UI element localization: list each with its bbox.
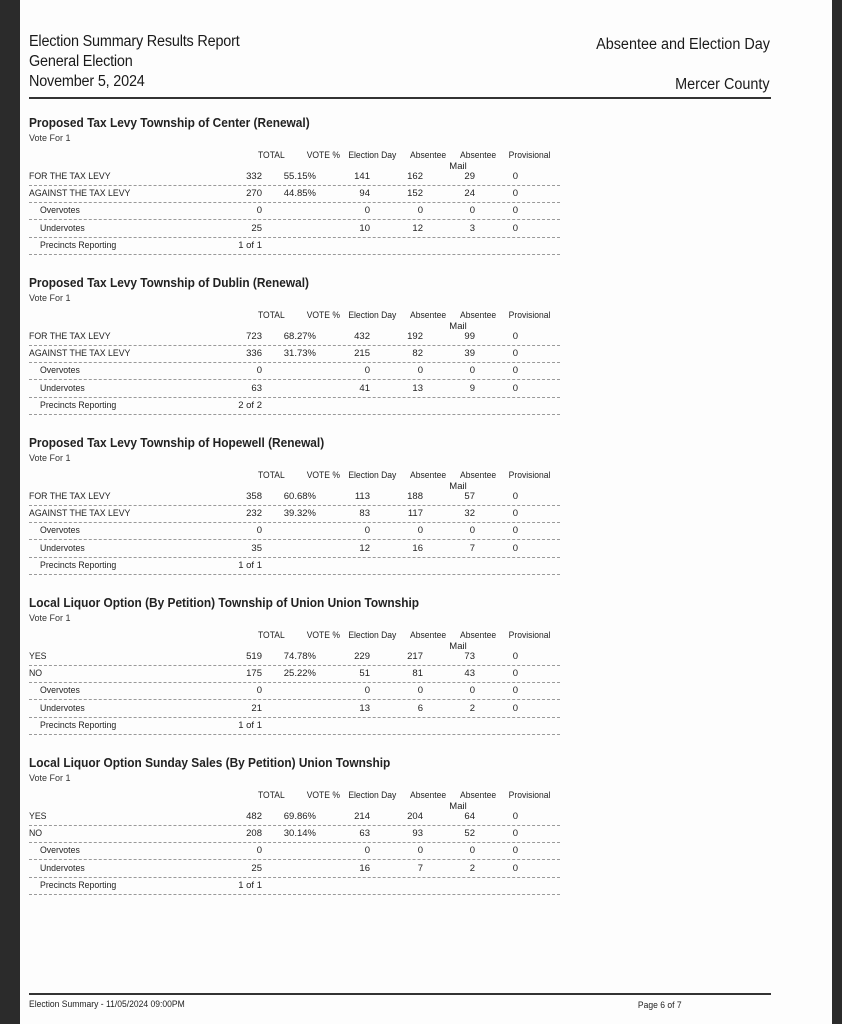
result-row [20, 363, 560, 380]
election-name: General Election [29, 53, 133, 70]
column-header-prov: Provisional [508, 470, 550, 481]
cell-pct: 30.14% [283, 828, 316, 839]
result-row [20, 666, 560, 683]
cell-prov: 0 [512, 491, 518, 502]
cell-absentee: 0 [417, 365, 423, 376]
cell-prov: 0 [512, 171, 518, 182]
cell-eday: 94 [359, 188, 370, 199]
result-row [20, 809, 560, 826]
column-header-mail-suffix: Mail [449, 801, 467, 812]
cell-absentee: 7 [417, 863, 423, 874]
cell-prov: 0 [512, 188, 518, 199]
result-row [20, 558, 560, 575]
cell-mail: 64 [464, 811, 475, 822]
cell-eday: 141 [354, 171, 370, 182]
cell-absentee: 117 [407, 508, 423, 519]
cell-mail: 39 [464, 348, 475, 359]
contest-title: Local Liquor Option Sunday Sales (By Petition) Union Township [29, 756, 391, 770]
election-date: November 5, 2024 [29, 73, 145, 90]
cell-prov: 0 [512, 863, 518, 874]
cell-eday: 0 [364, 365, 370, 376]
column-header-eday: Election Day [347, 310, 396, 321]
cell-mail: 0 [469, 685, 475, 696]
row-label: YES [29, 651, 47, 662]
row-label: Undervotes [40, 223, 85, 234]
cell-total: 232 [246, 508, 262, 519]
cell-prov: 0 [512, 685, 518, 696]
report-page [20, 0, 832, 1024]
page-number: Page 6 of 7 [638, 1000, 682, 1011]
cell-eday: 0 [364, 205, 370, 216]
column-header-total: TOTAL [258, 470, 285, 481]
cell-pct: 69.86% [283, 811, 316, 822]
cell-absentee: 0 [417, 525, 423, 536]
column-header-absentee: Absentee [409, 790, 446, 801]
column-header-total: TOTAL [258, 790, 285, 801]
cell-eday: 432 [354, 331, 370, 342]
column-header-mail-suffix: Mail [449, 481, 467, 492]
result-row [20, 701, 560, 718]
cell-absentee: 204 [407, 811, 423, 822]
cell-prov: 0 [512, 525, 518, 536]
row-divider [29, 734, 560, 735]
column-header-mail: Absentee [459, 790, 496, 801]
cell-total: 1 of 1 [238, 560, 262, 571]
row-divider [29, 414, 560, 415]
column-header-mail: Absentee [459, 150, 496, 161]
cell-pct: 31.73% [283, 348, 316, 359]
cell-eday: 0 [364, 685, 370, 696]
report-title: Election Summary Results Report [29, 33, 240, 50]
row-label: NO [29, 668, 43, 679]
cell-prov: 0 [512, 811, 518, 822]
cell-total: 25 [251, 223, 262, 234]
contest-title: Proposed Tax Levy Township of Hopewell (Renewal) [29, 436, 325, 450]
cell-mail: 52 [464, 828, 475, 839]
row-label: Overvotes [40, 685, 80, 696]
column-header-absentee: Absentee [409, 630, 446, 641]
footer-report-info: Election Summary - 11/05/2024 09:00PM [29, 999, 185, 1010]
row-divider [29, 699, 560, 700]
cell-prov: 0 [512, 348, 518, 359]
cell-eday: 13 [359, 703, 370, 714]
header-divider [29, 97, 771, 99]
cell-eday: 214 [354, 811, 370, 822]
cell-mail: 57 [464, 491, 475, 502]
column-header-mail: Absentee [459, 310, 496, 321]
row-label: Overvotes [40, 365, 80, 376]
contest-vote-for: Vote For 1 [29, 613, 71, 623]
cell-total: 0 [256, 205, 262, 216]
result-row [20, 826, 560, 843]
column-header-prov: Provisional [508, 630, 550, 641]
cell-prov: 0 [512, 668, 518, 679]
cell-pct: 25.22% [283, 668, 316, 679]
cell-eday: 0 [364, 845, 370, 856]
cell-total: 1 of 1 [238, 880, 262, 891]
row-label: FOR THE TAX LEVY [29, 331, 111, 342]
cell-absentee: 162 [407, 171, 423, 182]
row-label: AGAINST THE TAX LEVY [29, 348, 131, 359]
row-label: AGAINST THE TAX LEVY [29, 188, 131, 199]
cell-mail: 24 [464, 188, 475, 199]
result-row [20, 329, 560, 346]
cell-eday: 0 [364, 525, 370, 536]
cell-prov: 0 [512, 331, 518, 342]
report-header [29, 32, 255, 92]
cell-total: 25 [251, 863, 262, 874]
cell-prov: 0 [512, 223, 518, 234]
cell-prov: 0 [512, 845, 518, 856]
column-header-pct: VOTE % [306, 150, 340, 161]
column-header-prov: Provisional [508, 310, 550, 321]
cell-total: 519 [246, 651, 262, 662]
column-header-absentee: Absentee [409, 470, 446, 481]
row-label: Overvotes [40, 525, 80, 536]
column-header-eday: Election Day [347, 470, 396, 481]
cell-total: 358 [246, 491, 262, 502]
cell-total: 723 [246, 331, 262, 342]
row-divider [29, 219, 560, 220]
cell-eday: 16 [359, 863, 370, 874]
cell-prov: 0 [512, 365, 518, 376]
column-header-total: TOTAL [258, 150, 285, 161]
cell-total: 0 [256, 365, 262, 376]
result-row [20, 878, 560, 895]
contest-vote-for: Vote For 1 [29, 293, 71, 303]
cell-absentee: 13 [412, 383, 423, 394]
cell-mail: 43 [464, 668, 475, 679]
cell-mail: 2 [469, 703, 475, 714]
cell-mail: 9 [469, 383, 475, 394]
cell-mail: 3 [469, 223, 475, 234]
contest-title: Local Liquor Option (By Petition) Township of Union Union Township [29, 596, 420, 610]
cell-pct: 60.68% [283, 491, 316, 502]
column-header-mail-suffix: Mail [449, 161, 467, 172]
cell-eday: 63 [359, 828, 370, 839]
cell-total: 21 [251, 703, 262, 714]
result-row [20, 861, 560, 878]
cell-prov: 0 [512, 828, 518, 839]
column-header-pct: VOTE % [306, 790, 340, 801]
column-header-mail: Absentee [459, 630, 496, 641]
column-header-prov: Provisional [508, 790, 550, 801]
county-name: Mercer County [675, 76, 770, 93]
result-row [20, 506, 560, 523]
column-header-absentee: Absentee [409, 150, 446, 161]
cell-total: 0 [256, 525, 262, 536]
cell-mail: 99 [464, 331, 475, 342]
cell-absentee: 81 [412, 668, 423, 679]
cell-pct: 55.15% [283, 171, 316, 182]
cell-total: 2 of 2 [238, 400, 262, 411]
row-label: AGAINST THE TAX LEVY [29, 508, 131, 519]
cell-absentee: 192 [407, 331, 423, 342]
contest-title: Proposed Tax Levy Township of Dublin (Renewal) [29, 276, 309, 290]
cell-absentee: 93 [412, 828, 423, 839]
cell-total: 208 [246, 828, 262, 839]
column-header-eday: Election Day [347, 150, 396, 161]
column-header-absentee: Absentee [409, 310, 446, 321]
cell-absentee: 217 [407, 651, 423, 662]
cell-total: 0 [256, 845, 262, 856]
cell-absentee: 188 [407, 491, 423, 502]
row-label: Undervotes [40, 703, 85, 714]
cell-prov: 0 [512, 543, 518, 554]
cell-absentee: 0 [417, 845, 423, 856]
result-row [20, 238, 560, 255]
cell-eday: 12 [359, 543, 370, 554]
cell-absentee: 0 [417, 205, 423, 216]
cell-total: 270 [246, 188, 262, 199]
row-label: Overvotes [40, 205, 80, 216]
result-row [20, 346, 560, 363]
row-label: FOR THE TAX LEVY [29, 171, 111, 182]
column-header-total: TOTAL [258, 310, 285, 321]
column-header-prov: Provisional [508, 150, 550, 161]
cell-mail: 32 [464, 508, 475, 519]
contest-vote-for: Vote For 1 [29, 453, 71, 463]
cell-total: 1 of 1 [238, 240, 262, 251]
column-header-mail-suffix: Mail [449, 641, 467, 652]
cell-prov: 0 [512, 383, 518, 394]
cell-total: 482 [246, 811, 262, 822]
cell-mail: 7 [469, 543, 475, 554]
cell-prov: 0 [512, 703, 518, 714]
cell-pct: 39.32% [283, 508, 316, 519]
cell-pct: 68.27% [283, 331, 316, 342]
contest-vote-for: Vote For 1 [29, 773, 71, 783]
cell-eday: 10 [359, 223, 370, 234]
row-divider [29, 254, 560, 255]
cell-total: 35 [251, 543, 262, 554]
cell-absentee: 16 [412, 543, 423, 554]
cell-mail: 29 [464, 171, 475, 182]
cell-pct: 74.78% [283, 651, 316, 662]
cell-total: 175 [246, 668, 262, 679]
result-row [20, 398, 560, 415]
cell-mail: 0 [469, 525, 475, 536]
column-header-pct: VOTE % [306, 470, 340, 481]
row-label: Undervotes [40, 543, 85, 554]
row-divider [29, 574, 560, 575]
result-row [20, 541, 560, 558]
cell-total: 0 [256, 685, 262, 696]
cell-absentee: 0 [417, 685, 423, 696]
column-header-eday: Election Day [347, 790, 396, 801]
cell-prov: 0 [512, 205, 518, 216]
cell-eday: 51 [359, 668, 370, 679]
cell-total: 332 [246, 171, 262, 182]
cell-prov: 0 [512, 508, 518, 519]
column-header-pct: VOTE % [306, 310, 340, 321]
cell-eday: 229 [354, 651, 370, 662]
row-divider [29, 379, 560, 380]
row-label: Overvotes [40, 845, 80, 856]
cell-mail: 73 [464, 651, 475, 662]
cell-mail: 0 [469, 205, 475, 216]
row-label: Undervotes [40, 383, 85, 394]
row-label: Undervotes [40, 863, 85, 874]
row-label: FOR THE TAX LEVY [29, 491, 111, 502]
column-header-total: TOTAL [258, 630, 285, 641]
cell-prov: 0 [512, 651, 518, 662]
result-row [20, 381, 560, 398]
row-divider [29, 859, 560, 860]
cell-mail: 2 [469, 863, 475, 874]
cell-eday: 113 [354, 491, 370, 502]
cell-eday: 83 [359, 508, 370, 519]
row-label: NO [29, 828, 43, 839]
result-row [20, 683, 560, 700]
cell-absentee: 12 [412, 223, 423, 234]
cell-total: 1 of 1 [238, 720, 262, 731]
result-row [20, 718, 560, 735]
result-row [20, 523, 560, 540]
cell-eday: 215 [354, 348, 370, 359]
cell-mail: 0 [469, 845, 475, 856]
cell-total: 336 [246, 348, 262, 359]
cell-mail: 0 [469, 365, 475, 376]
cell-absentee: 82 [412, 348, 423, 359]
contest-vote-for: Vote For 1 [29, 133, 71, 143]
result-row [20, 489, 560, 506]
row-label: Precincts Reporting [40, 880, 117, 891]
result-row [20, 169, 560, 186]
column-header-mail: Absentee [459, 470, 496, 481]
footer-divider [29, 993, 771, 995]
column-header-mail-suffix: Mail [449, 321, 467, 332]
cell-pct: 44.85% [283, 188, 316, 199]
report-scope: Absentee and Election Day [596, 36, 770, 53]
column-header-eday: Election Day [347, 630, 396, 641]
row-divider [29, 539, 560, 540]
cell-eday: 41 [359, 383, 370, 394]
result-row [20, 221, 560, 238]
result-row [20, 203, 560, 220]
row-divider [29, 894, 560, 895]
cell-absentee: 6 [417, 703, 423, 714]
result-row [20, 186, 560, 203]
result-row [20, 843, 560, 860]
row-label: Precincts Reporting [40, 560, 117, 571]
row-label: Precincts Reporting [40, 240, 117, 251]
row-label: Precincts Reporting [40, 400, 117, 411]
row-label: YES [29, 811, 47, 822]
contest-title: Proposed Tax Levy Township of Center (Renewal) [29, 116, 310, 130]
cell-total: 63 [251, 383, 262, 394]
row-label: Precincts Reporting [40, 720, 117, 731]
result-row [20, 649, 560, 666]
cell-absentee: 152 [407, 188, 423, 199]
column-header-pct: VOTE % [306, 630, 340, 641]
